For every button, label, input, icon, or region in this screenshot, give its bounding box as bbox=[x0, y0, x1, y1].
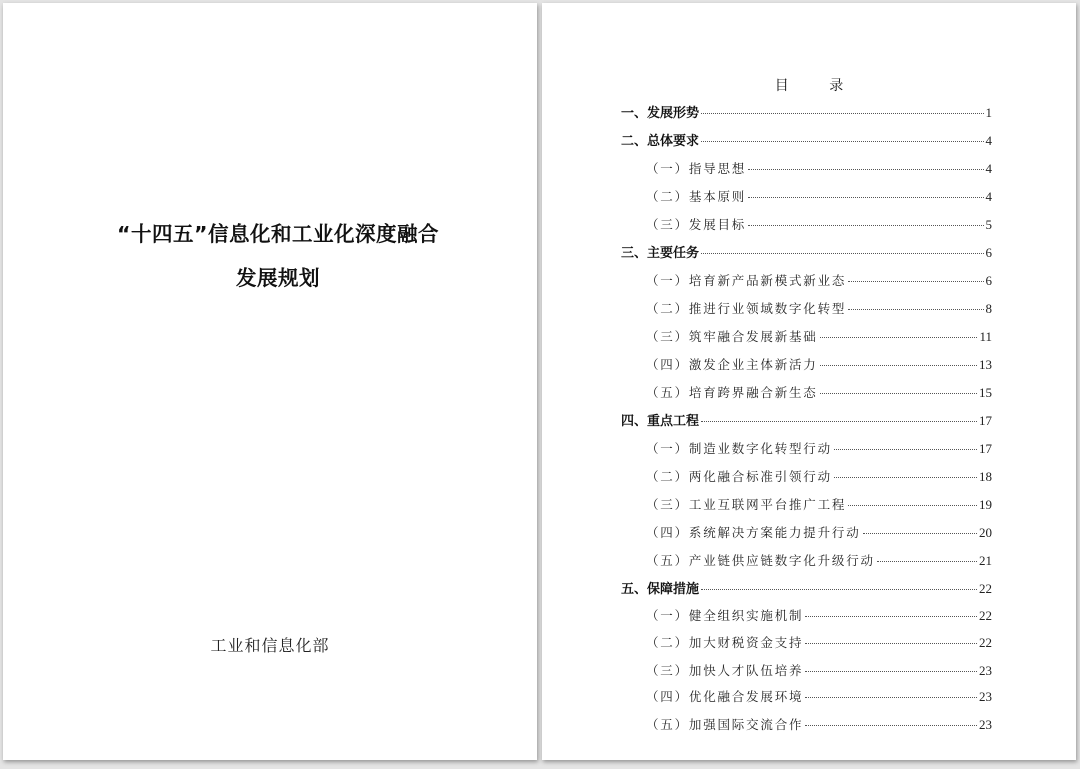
toc-entry-label: （五）加强国际交流合作 bbox=[646, 717, 804, 732]
toc-entry bbox=[646, 299, 992, 319]
toc-entry-label: （二）加大财税资金支持 bbox=[646, 635, 804, 650]
toc-dot-leader bbox=[805, 670, 977, 672]
toc-entry-page-number: 4 bbox=[985, 189, 992, 204]
toc-entry-page-number: 13 bbox=[979, 357, 992, 372]
toc-entry-page-number: 21 bbox=[979, 553, 992, 568]
toc-entry-label: 三、主要任务 bbox=[621, 246, 700, 261]
toc-entry-label: 四、重点工程 bbox=[621, 414, 700, 429]
toc-entry bbox=[646, 715, 992, 735]
toc-entry bbox=[621, 411, 992, 431]
toc-entry-page-number: 8 bbox=[985, 301, 992, 316]
toc-entry bbox=[646, 187, 992, 207]
toc-entry bbox=[646, 606, 992, 626]
toc-heading: 目 录 bbox=[774, 78, 862, 94]
toc-entry-label: （一）指导思想 bbox=[646, 161, 747, 176]
toc-entry bbox=[646, 327, 992, 347]
toc-entry bbox=[621, 579, 992, 599]
toc-entry-page-number: 17 bbox=[979, 441, 992, 456]
toc-entry-label: （二）基本原则 bbox=[646, 189, 747, 204]
toc-entry-label: （四）系统解决方案能力提升行动 bbox=[646, 525, 861, 540]
toc-dot-leader bbox=[701, 588, 977, 590]
toc-entry-page-number: 23 bbox=[979, 717, 992, 732]
toc-dot-leader bbox=[748, 196, 983, 198]
toc-entry bbox=[646, 687, 992, 707]
toc-entry bbox=[646, 495, 992, 515]
toc-dot-leader bbox=[805, 642, 977, 644]
toc-dot-leader bbox=[820, 364, 977, 366]
toc-entry-page-number: 18 bbox=[979, 469, 992, 484]
toc-entry-label: 二、总体要求 bbox=[621, 134, 700, 149]
toc-entry-label: （五）培育跨界融合新生态 bbox=[646, 385, 818, 400]
toc-dot-leader bbox=[848, 308, 983, 310]
toc-dot-leader bbox=[834, 448, 977, 450]
toc-entry-page-number: 22 bbox=[979, 581, 992, 596]
toc-entry-page-number: 23 bbox=[979, 689, 992, 704]
toc-entry bbox=[646, 159, 992, 179]
toc-entry-label: （三）筑牢融合发展新基础 bbox=[646, 329, 818, 344]
toc-entry-page-number: 22 bbox=[979, 635, 992, 650]
toc-entry-page-number: 6 bbox=[985, 273, 992, 288]
toc-entry-page-number: 17 bbox=[979, 413, 992, 428]
toc-entry bbox=[646, 383, 992, 403]
toc-entry bbox=[646, 467, 992, 487]
toc-entry bbox=[646, 551, 992, 571]
toc-dot-leader bbox=[820, 392, 977, 394]
toc-dot-leader bbox=[863, 532, 977, 534]
toc-entry-label: （三）工业互联网平台推广工程 bbox=[646, 497, 847, 512]
toc-entry-page-number: 23 bbox=[979, 663, 992, 678]
toc-entry bbox=[646, 439, 992, 459]
toc-entry-label: （一）培育新产品新模式新业态 bbox=[646, 273, 847, 288]
toc-dot-leader bbox=[701, 112, 983, 114]
toc-entry bbox=[646, 215, 992, 235]
toc-entry-page-number: 11 bbox=[979, 329, 992, 344]
toc-entry-label: （二）两化融合标准引领行动 bbox=[646, 469, 832, 484]
toc-dot-leader bbox=[701, 420, 977, 422]
toc-entry-page-number: 4 bbox=[985, 161, 992, 176]
toc-entry-page-number: 4 bbox=[985, 133, 992, 148]
toc-entry bbox=[621, 243, 992, 263]
toc-entry-label: （三）发展目标 bbox=[646, 217, 747, 232]
toc-entry-label: （二）推进行业领域数字化转型 bbox=[646, 301, 847, 316]
toc-dot-leader bbox=[820, 336, 978, 338]
toc-dot-leader bbox=[848, 504, 977, 506]
cover-title-line-1: “十四五”信息化和工业化深度融合 bbox=[117, 222, 439, 246]
toc-dot-leader bbox=[848, 280, 983, 282]
toc-dot-leader bbox=[834, 476, 977, 478]
toc-entry-label: （一）健全组织实施机制 bbox=[646, 608, 804, 623]
toc-entry-label: 一、发展形势 bbox=[621, 106, 700, 121]
toc-entry-page-number: 1 bbox=[985, 105, 992, 120]
toc-dot-leader bbox=[748, 168, 983, 170]
toc-dot-leader bbox=[701, 140, 983, 142]
toc-entry-label: （三）加快人才队伍培养 bbox=[646, 663, 804, 678]
toc-entry-label: （五）产业链供应链数字化升级行动 bbox=[646, 553, 875, 568]
toc-entry-label: 五、保障措施 bbox=[621, 582, 700, 597]
toc-entry-page-number: 15 bbox=[979, 385, 992, 400]
toc-entry-page-number: 19 bbox=[979, 497, 992, 512]
toc-entry bbox=[646, 523, 992, 543]
toc-entry-label: （四）激发企业主体新活力 bbox=[646, 357, 818, 372]
toc-entry bbox=[646, 633, 992, 653]
cover-page bbox=[3, 3, 537, 760]
toc-entry-page-number: 6 bbox=[985, 245, 992, 260]
toc-entry-page-number: 22 bbox=[979, 608, 992, 623]
cover-title-line-2: 发展规划 bbox=[236, 266, 320, 290]
toc-dot-leader bbox=[805, 615, 977, 617]
toc-entry bbox=[646, 661, 992, 681]
toc-entry bbox=[646, 271, 992, 291]
toc-entry-label: （一）制造业数字化转型行动 bbox=[646, 441, 832, 456]
toc-entry bbox=[621, 131, 992, 151]
toc-dot-leader bbox=[805, 724, 977, 726]
toc-dot-leader bbox=[805, 696, 977, 698]
toc-dot-leader bbox=[748, 224, 983, 226]
toc-dot-leader bbox=[877, 560, 977, 562]
toc-dot-leader bbox=[701, 252, 983, 254]
toc-entry-page-number: 20 bbox=[979, 525, 992, 540]
toc-entry bbox=[646, 355, 992, 375]
toc-entry-page-number: 5 bbox=[985, 217, 992, 232]
toc-entry-label: （四）优化融合发展环境 bbox=[646, 689, 804, 704]
toc-entry bbox=[621, 103, 992, 123]
publisher-name: 工业和信息化部 bbox=[210, 636, 330, 655]
table-of-contents-page bbox=[542, 3, 1076, 760]
